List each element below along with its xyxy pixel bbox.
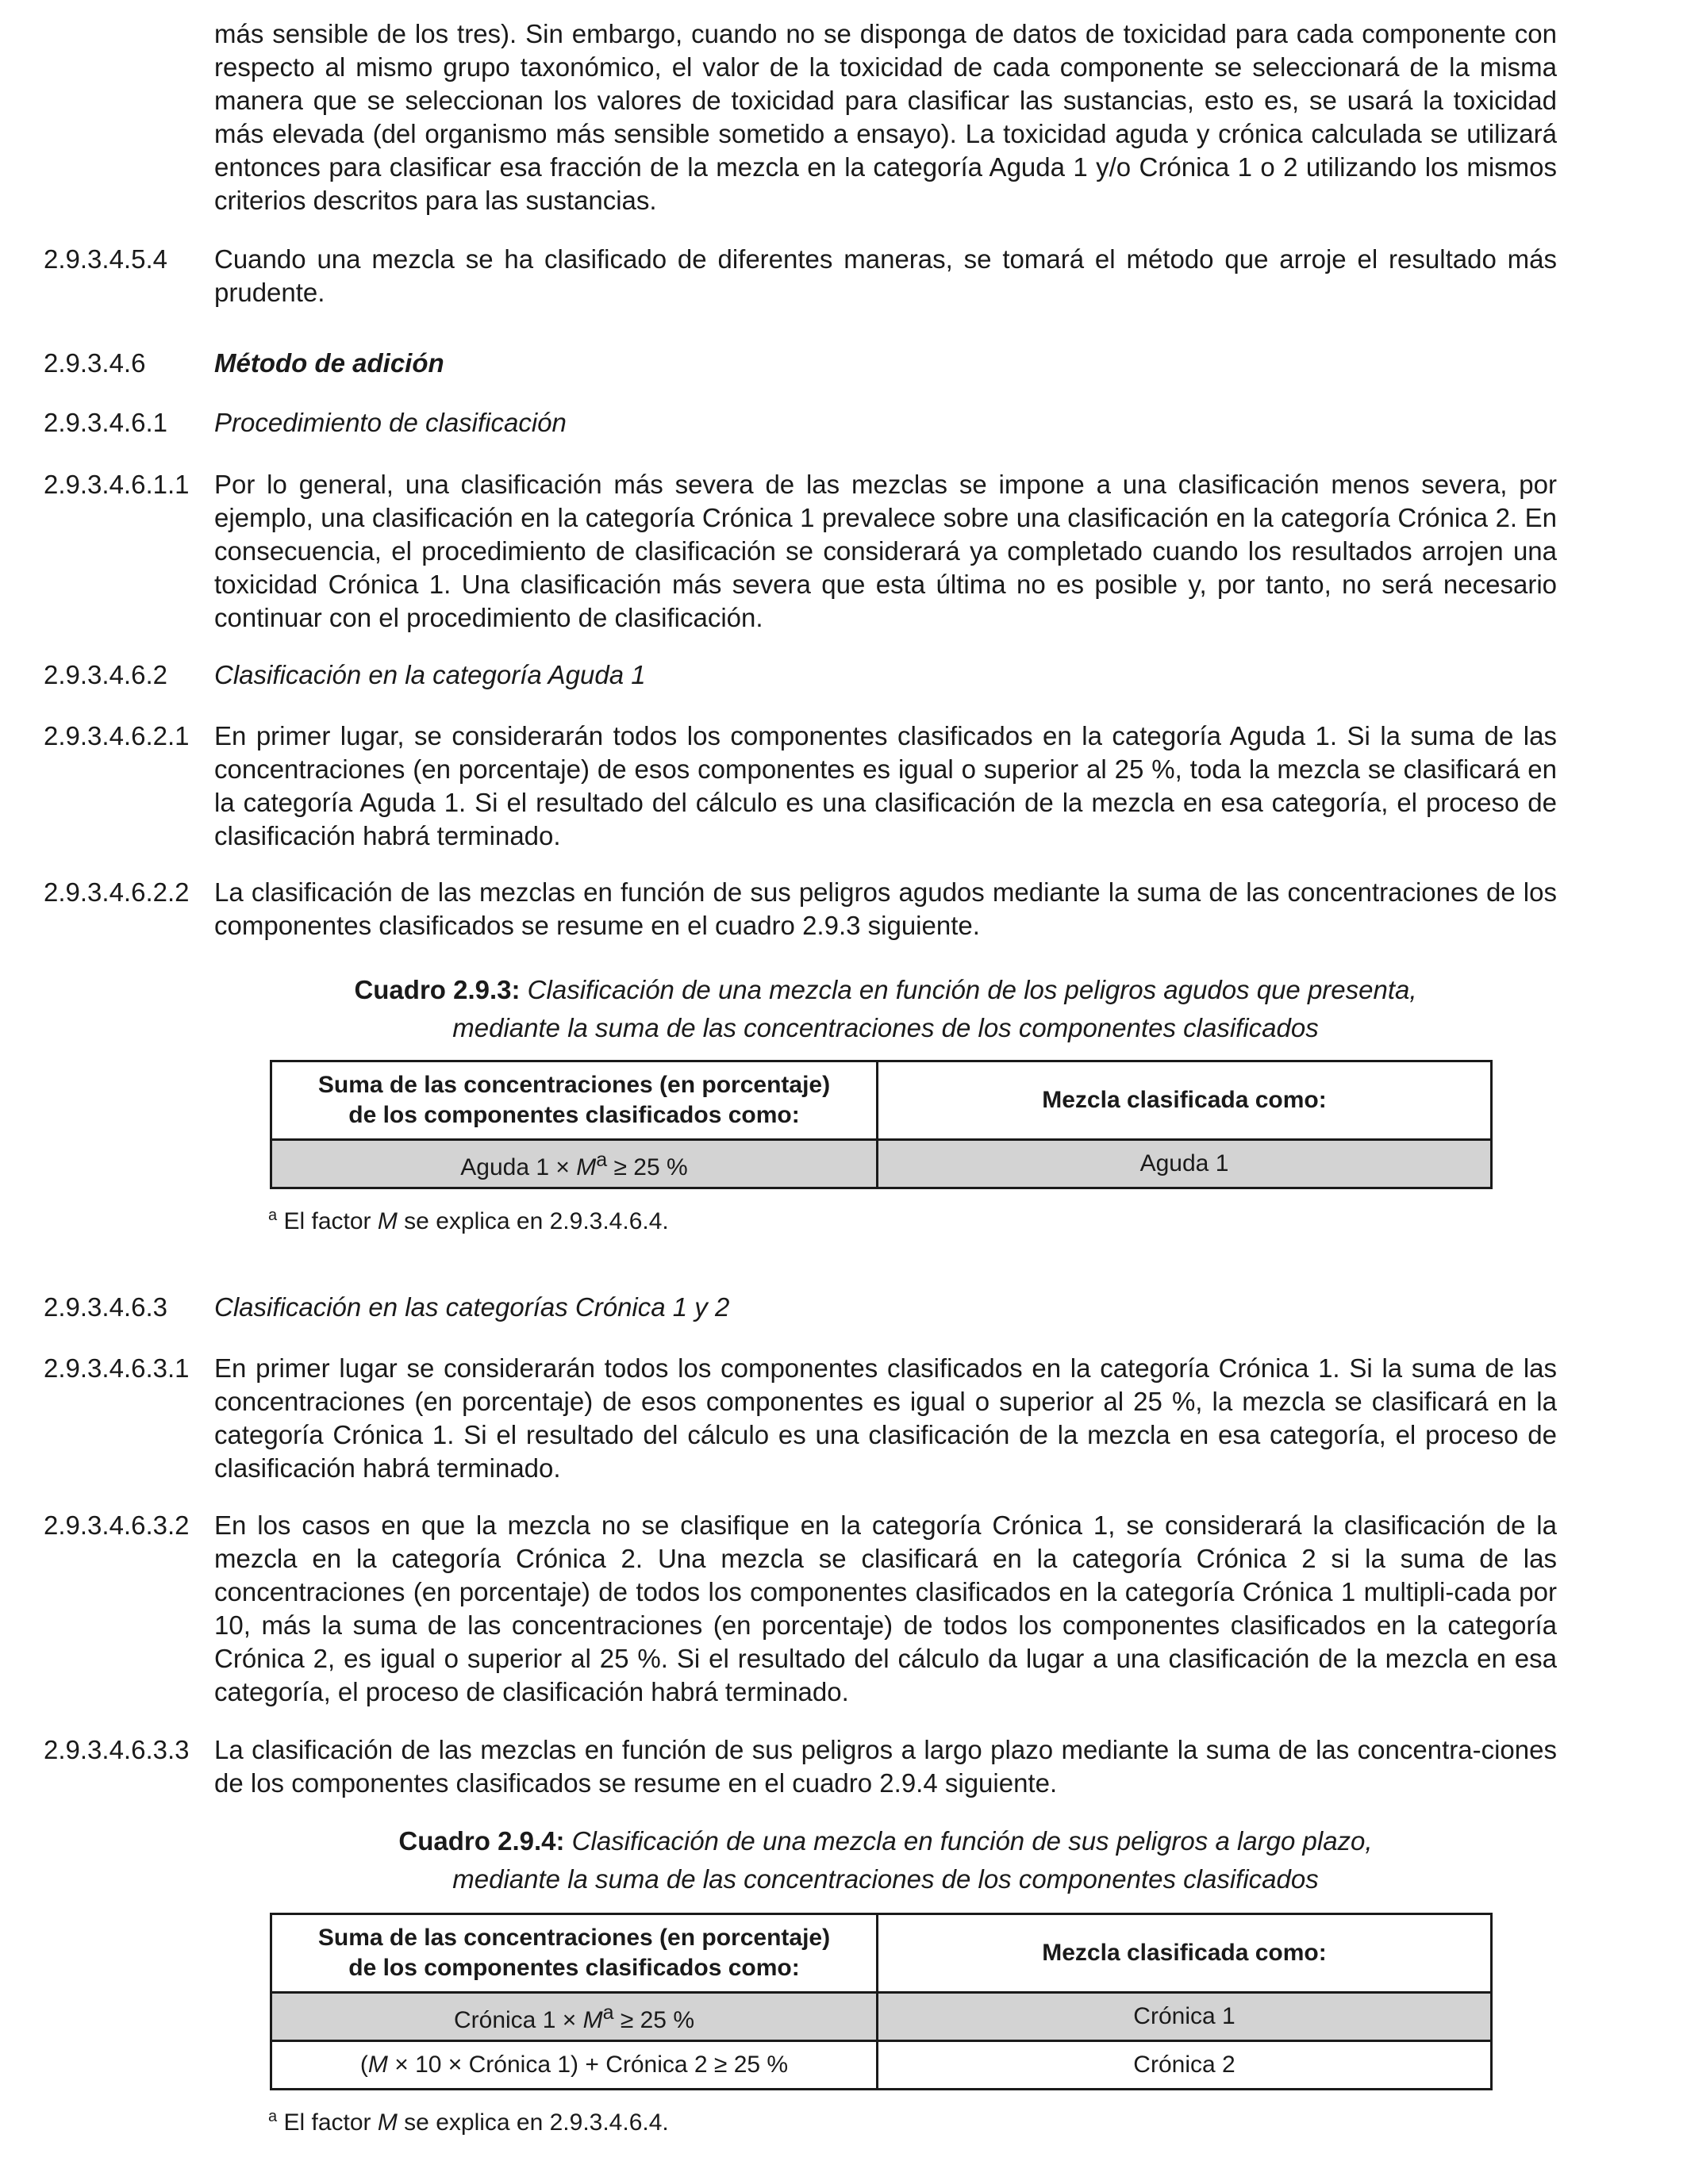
table-row xyxy=(271,1993,1492,2041)
long-term-classification-table xyxy=(270,1913,1493,2090)
table-cell: Crónica 1 xyxy=(878,1993,1492,2041)
table-title: mediante la suma de las concentraciones de los componentes clasificados xyxy=(452,1864,1319,1894)
table-title: mediante la suma de las concentraciones de los componentes clasificados xyxy=(452,1013,1319,1042)
table-caption xyxy=(214,1822,1557,1898)
table-header-cell: Mezcla clasificada como: xyxy=(878,1061,1492,1140)
table-header-cell: Suma de las concentraciones (en porcentaje) de los componentes clasificados como: xyxy=(271,1061,878,1140)
table-row xyxy=(271,1140,1492,1188)
table-cell: Aguda $1 \times M^a \ge 25$ % xyxy=(271,1140,878,1188)
section-number: 2.9.3.4.6.2.1 xyxy=(44,721,190,750)
section-number: 2.9.3.4.6.1 xyxy=(44,408,167,437)
table-caption xyxy=(214,971,1557,1047)
section-paragraph: En primer lugar se considerarán todos los componentes clasificados en la categoría Crónica 1. Si la suma de las concentraciones (en porcentaje) de esos componentes es igual o superior al 25 %, la mezcla se clasificará en la categoría Crónica 1. Si el resultado del cálculo es una clasificación de la mezcla en esa categoría, el proceso de clasificación habrá terminado. xyxy=(214,1353,1557,1483)
section-number: 2.9.3.4.6.3.2 xyxy=(44,1510,190,1540)
table-footnote: $^a$ El factor M se explica en 2.9.3.4.6.4. xyxy=(268,2108,669,2136)
table-title: Clasificación de una mezcla en función de los peligros agudos que presenta, xyxy=(527,975,1417,1004)
section-paragraph: En los casos en que la mezcla no se clasifique en la categoría Crónica 1, se considerará la clasificación de la mezcla en la categoría Crónica 2. Una mezcla se clasificará en la categoría Crónica 2 si la suma de las concentraciones (en porcentaje) de todos los componentes clasificados en la categoría Crónica 1 multipli-cada por 10, más la suma de las concentraciones (en porcentaje) de todos los componentes clasificados en la categoría Crónica 2, es igual o superior al 25 %. Si el resultado del cálculo da lugar a una clasificación de la mezcla en esa categoría, el proceso de clasificación habrá terminado. xyxy=(214,1510,1557,1706)
section-number: 2.9.3.4.6.2 xyxy=(44,660,167,689)
section-paragraph: Cuando una mezcla se ha clasificado de diferentes maneras, se tomará el método que arroje el resultado más prudente. xyxy=(214,244,1557,307)
section-heading: Procedimiento de clasificación xyxy=(214,408,567,437)
table-cell: Aguda 1 xyxy=(878,1140,1492,1188)
table-cell: (M × 10 × Crónica 1) + Crónica 2 ≥ 25 % xyxy=(271,2041,878,2090)
table-header-row xyxy=(271,1061,1492,1140)
section-number: 2.9.3.4.6.1.1 xyxy=(44,470,190,499)
section-number: 2.9.3.4.6.3.3 xyxy=(44,1735,190,1764)
table-label: Cuadro 2.9.4: xyxy=(398,1826,565,1856)
section-paragraph: Por lo general, una clasificación más severa de las mezclas se impone a una clasificación menos severa, por ejemplo, una clasificación en la categoría Crónica 1 prevalece sobre una clasificación en la categoría Crónica 2. En consecuencia, el procedimiento de clasificación se considerará ya completado cuando los resultados arrojen una toxicidad Crónica 1. Una clasificación más severa que esta última no es posible y, por tanto, no será necesario continuar con el procedimiento de clasificación. xyxy=(214,470,1557,632)
table-cell: Crónica 2 xyxy=(878,2041,1492,2090)
section-heading: Clasificación en las categorías Crónica 1 y 2 xyxy=(214,1292,730,1322)
section-number: 2.9.3.4.6.2.2 xyxy=(44,877,190,907)
section-number: 2.9.3.4.5.4 xyxy=(44,244,167,274)
acute-classification-table xyxy=(270,1060,1493,1189)
section-heading: Clasificación en la categoría Aguda 1 xyxy=(214,660,646,689)
section-heading: Método de adición xyxy=(214,348,444,378)
table-header-cell: Mezcla clasificada como: xyxy=(878,1914,1492,1993)
table-cell: Crónica $1 \times M^a \ge 25$ % xyxy=(271,1993,878,2041)
section-number: 2.9.3.4.6 xyxy=(44,348,146,378)
table-title: Clasificación de una mezcla en función de sus peligros a largo plazo, xyxy=(571,1826,1373,1856)
intro-paragraph: más sensible de los tres). Sin embargo, cuando no se disponga de datos de toxicidad para cada componente con respecto al mismo grupo taxonómico, el valor de la toxicidad de cada componente se seleccionará de la misma manera que se seleccionan los valores de toxicidad para clasificar las sustancias, esto es, se usará la toxicidad más elevada (del organismo más sensible sometido a ensayo). La toxicidad aguda y crónica calculada se utilizará entonces para clasificar esa fracción de la mezcla en la categoría Aguda 1 y/o Crónica 1 o 2 utilizando los mismos criterios descritos para las sustancias. xyxy=(214,19,1557,215)
table-row xyxy=(271,2041,1492,2090)
section-paragraph: En primer lugar, se considerarán todos los componentes clasificados en la categoría Aguda 1. Si la suma de las concentraciones (en porcentaje) de esos componentes es igual o superior al 25 %, toda la mezcla se clasificará en la categoría Aguda 1. Si el resultado del cálculo es una clasificación de la mezcla en esa categoría, el proceso de clasificación habrá terminado. xyxy=(214,721,1557,850)
table-header-cell: Suma de las concentraciones (en porcentaje) de los componentes clasificados como: xyxy=(271,1914,878,1993)
table-header-row xyxy=(271,1914,1492,1993)
table-footnote: $^a$ El factor M se explica en 2.9.3.4.6.4. xyxy=(268,1207,669,1234)
section-number: 2.9.3.4.6.3.1 xyxy=(44,1353,190,1383)
section-paragraph: La clasificación de las mezclas en función de sus peligros agudos mediante la suma de las concentraciones de los componentes clasificados se resume en el cuadro 2.9.3 siguiente. xyxy=(214,877,1557,940)
section-number: 2.9.3.4.6.3 xyxy=(44,1292,167,1322)
table-label: Cuadro 2.9.3: xyxy=(354,975,521,1004)
section-paragraph: La clasificación de las mezclas en función de sus peligros a largo plazo mediante la suma de las concentra-ciones de los componentes clasificados se resume en el cuadro 2.9.4 siguiente. xyxy=(214,1735,1557,1798)
